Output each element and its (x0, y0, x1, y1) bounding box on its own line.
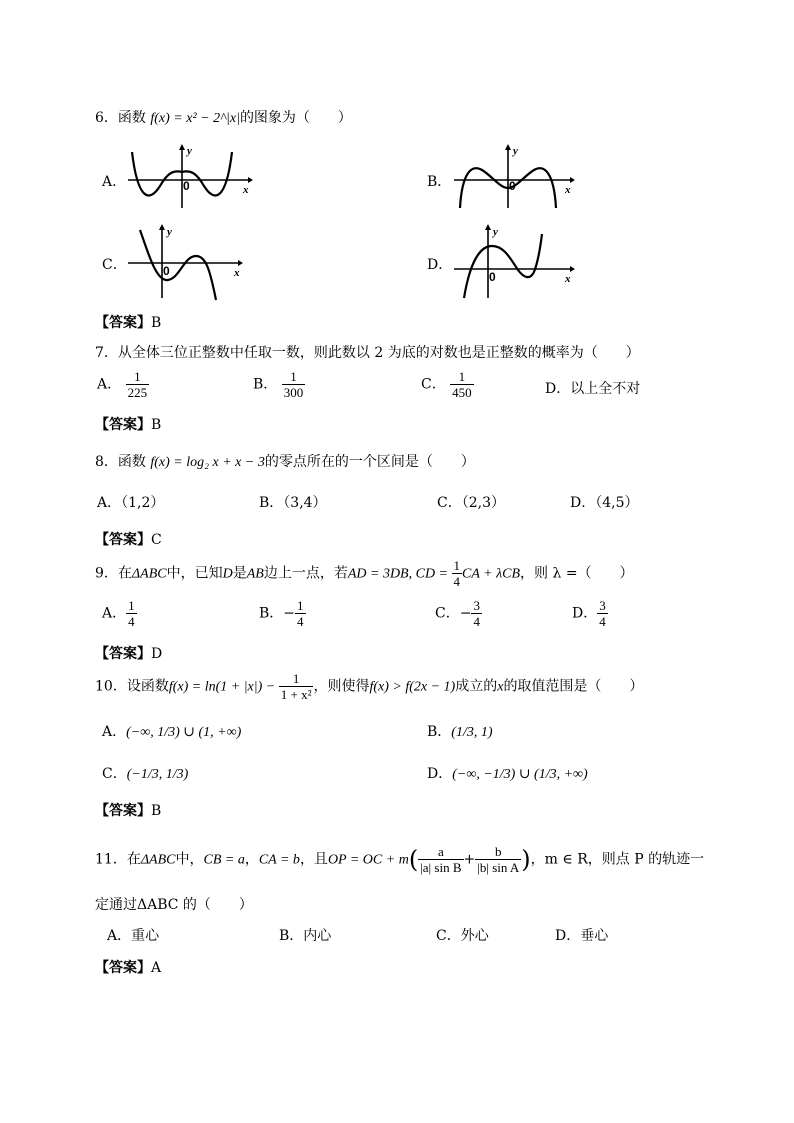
q9-answer-value: D (151, 646, 163, 662)
q9-answer-label: 【答案】 (95, 646, 151, 662)
q9-option-c (435, 598, 482, 629)
q6-answer-value: B (151, 315, 162, 331)
q8-formula: f(x) = log₂ x + x − 3 (150, 455, 265, 470)
q9-option-a (102, 598, 137, 629)
svg-text:x: x (565, 184, 571, 196)
q10-answer (95, 800, 161, 820)
q7-option-a-num: 1 (126, 369, 150, 385)
q8-stem (95, 451, 475, 471)
svg-text:0: 0 (509, 179, 516, 193)
q7-option-b-label: B． (253, 376, 278, 393)
q11-option-c: C．外心 (436, 928, 489, 944)
q11-term2-den: |b| sin A (477, 860, 520, 875)
q6-option-b-label: B． (427, 174, 452, 190)
q10-option-a-value: (−∞, 1/3) ∪ (1, +∞) (126, 725, 242, 740)
q8-option-a: A．（1,2） (97, 495, 165, 511)
q11-vector-ca: CA = b (258, 852, 300, 868)
q7-answer-label: 【答案】 (95, 417, 151, 433)
q10-stem (95, 671, 643, 702)
svg-text:y: y (187, 145, 192, 157)
q10-text-d: 的取值范围是（ ） (503, 678, 644, 695)
q6-stem (95, 107, 352, 127)
q8-answer (95, 529, 162, 549)
q11-option-b: B．内心 (279, 928, 332, 944)
q7-option-b-den: 300 (283, 385, 304, 400)
q9-segment-ab: AB (246, 566, 264, 582)
q11-option-a: A．重心 (107, 928, 160, 944)
q9-option-b (259, 598, 306, 629)
q9-option-c-den: 4 (473, 614, 480, 629)
q7-stem: 7．从全体三位正整数中任取一数，则此数以 2 为底的对数也是正整数的概率为（ ） (95, 345, 640, 361)
q10-variable-x: x (497, 679, 504, 695)
svg-text:y: y (513, 145, 518, 157)
q7-option-c-label: C． (421, 376, 446, 393)
q9-option-b-den: 4 (297, 614, 304, 629)
q9-option-d-num: 3 (599, 598, 606, 613)
q11-paren-open: ( (408, 845, 419, 874)
svg-text:y: y (167, 226, 172, 238)
q7-option-a-label: A． (97, 376, 122, 393)
q9-triangle: ΔABC (131, 566, 167, 582)
q8-number: 8．函数 (95, 454, 146, 470)
q10-frac-num: 1 (279, 671, 314, 687)
q9-option-a-num: 1 (128, 598, 135, 613)
q7-option-a-den: 225 (127, 385, 148, 400)
q7-option-b-fraction (282, 369, 306, 400)
q6-graph-a (126, 142, 256, 212)
q9-vector-eq: AD = 3DB, CD = (347, 566, 452, 582)
q11-text-a: 中， (175, 851, 204, 868)
q9-option-a-label: A． (102, 605, 127, 622)
q10-option-b (427, 721, 493, 741)
q10-fraction (279, 671, 314, 702)
q6-answer (95, 312, 161, 332)
q9-option-d-fraction (597, 598, 608, 629)
q7-option-c-num: 1 (450, 369, 474, 385)
q9-fraction (452, 558, 463, 589)
q9-frac-num: 1 (453, 558, 460, 573)
q9-vector-rest: CA + λCB (462, 566, 521, 582)
q9-text-c: 是 (232, 565, 247, 582)
q10-formula-a: f(x) = ln(1 + |x|) − (168, 679, 279, 695)
q10-option-d-value: (−∞, −1/3) ∪ (1/3, +∞) (452, 767, 588, 782)
q7-option-c-fraction (450, 369, 474, 400)
q11-term1 (418, 844, 463, 875)
q7-option-d-text: 以上全不对 (570, 381, 641, 397)
q11-answer (95, 957, 161, 977)
q9-answer (95, 643, 162, 663)
q8-option-c: C．（2,3） (437, 495, 505, 511)
q10-text-b: ，则使得 (313, 678, 370, 695)
q10-option-b-value: (1/3, 1) (451, 725, 493, 740)
q10-answer-value: B (151, 803, 162, 819)
q11-term2 (475, 844, 521, 875)
q11-stem-line1: 11．在ΔABC中，CB = a，CA = b，且OP = OC + m( $\frac{a}{\text{|a| sin B}}$ + $\frac{b}{\text{|b| sin A}}$ )，m ∈ R，则点 P 的轨迹一 (95, 844, 705, 875)
svg-text:y: y (493, 226, 498, 238)
q10-option-d (427, 763, 588, 783)
q10-number: 10．设函数 (95, 678, 169, 695)
q8-option-b: B．（3,4） (259, 495, 327, 511)
q9-option-c-label: C． (435, 605, 460, 622)
svg-text:0: 0 (489, 270, 496, 284)
q9-option-c-fraction (471, 598, 482, 629)
q7-answer (95, 414, 161, 434)
q7-answer-value: B (151, 417, 162, 433)
q9-text-a: 9．在 (95, 565, 132, 582)
q8-option-d: D．（4,5） (570, 495, 639, 511)
q9-option-b-label: B． (259, 605, 284, 622)
q10-option-c-label: C． (102, 766, 127, 782)
q7-option-b-num: 1 (282, 369, 306, 385)
q7-option-b (253, 369, 305, 400)
q7-option-a-fraction (126, 369, 150, 400)
q6-answer-label: 【答案】 (95, 315, 151, 331)
q9-point-d: D (222, 566, 233, 582)
q9-option-a-fraction (126, 598, 137, 629)
q9-option-d-den: 4 (599, 614, 606, 629)
q6-graph-c (126, 222, 256, 302)
q10-frac-den: 1 + x² (280, 687, 312, 702)
q11-paren-close: ) (521, 845, 531, 874)
q11-number: 11．在 (95, 851, 141, 868)
q10-option-b-label: B． (427, 724, 452, 740)
q9-option-b-num: 1 (297, 598, 304, 613)
q7-option-a (97, 369, 149, 400)
q8-answer-label: 【答案】 (95, 532, 151, 548)
q7-option-d-label: D． (545, 381, 571, 397)
q11-text-b: ，且 (299, 851, 328, 868)
q7-option-d (545, 378, 640, 398)
q7-option-c-den: 450 (452, 385, 472, 400)
q9-option-d (572, 598, 608, 629)
q11-term1-den: |a| sin B (420, 860, 462, 875)
q10-text-c: 成立的 (455, 678, 498, 695)
q6-func: f(x) = x² − 2^|x| (150, 111, 240, 126)
q11-stem-line2: 定通过ΔABC 的（ ） (95, 897, 253, 913)
q10-answer-label: 【答案】 (95, 803, 151, 819)
q10-option-c (102, 763, 188, 783)
q11-vector-cb: CB = a (203, 852, 245, 868)
q11-term1-num: a (418, 844, 463, 860)
q6-suffix: 的图象为（ ） (239, 110, 352, 126)
q10-option-a (102, 721, 241, 741)
q9-option-c-sign: − (459, 605, 472, 622)
q9-option-b-sign: − (283, 605, 296, 622)
q9-text-b: 中，已知 (166, 565, 223, 582)
q6-prefix: 函数 (117, 110, 146, 126)
q6-number: 6． (95, 110, 118, 126)
q6-graph-d (452, 222, 582, 302)
q10-option-a-label: A． (102, 724, 127, 740)
q6-option-a-label: A． (102, 174, 127, 190)
q9-option-c-num: 3 (473, 598, 480, 613)
q11-term2-num: b (475, 844, 521, 860)
q11-answer-label: 【答案】 (95, 960, 151, 976)
q9-frac-den: 4 (453, 574, 460, 589)
q11-answer-value: A (151, 960, 162, 976)
svg-text:x: x (234, 267, 240, 279)
q6-option-d-label: D． (427, 257, 453, 273)
q6-graph-b (452, 142, 582, 212)
svg-text:x: x (565, 273, 571, 285)
q11-vector-op: OP = OC + m (327, 852, 409, 868)
q9-text-e: ，则 λ =（ ） (520, 565, 634, 582)
svg-text:0: 0 (163, 264, 170, 278)
q9-stem (95, 558, 634, 589)
q6-option-c-label: C． (102, 257, 127, 273)
q10-inequality: f(x) > f(2x − 1) (369, 679, 456, 695)
q8-answer-value: C (151, 532, 162, 548)
q7-option-c (421, 369, 474, 400)
q10-option-c-value: (−1/3, 1/3) (126, 767, 189, 782)
q9-option-d-label: D． (572, 605, 598, 622)
q11-text-c: ，m ∈ R，则点 P 的轨迹一 (530, 851, 705, 868)
svg-text:x: x (243, 184, 249, 196)
q11-triangle: ΔABC (140, 852, 176, 868)
q9-text-d: 边上一点，若 (263, 565, 348, 582)
svg-text:0: 0 (183, 179, 190, 193)
q10-option-d-label: D． (427, 766, 453, 782)
q11-option-d: D．垂心 (555, 928, 609, 944)
q9-option-b-fraction (295, 598, 306, 629)
q9-option-a-den: 4 (128, 614, 135, 629)
q8-suffix: 的零点所在的一个区间是（ ） (264, 454, 475, 470)
